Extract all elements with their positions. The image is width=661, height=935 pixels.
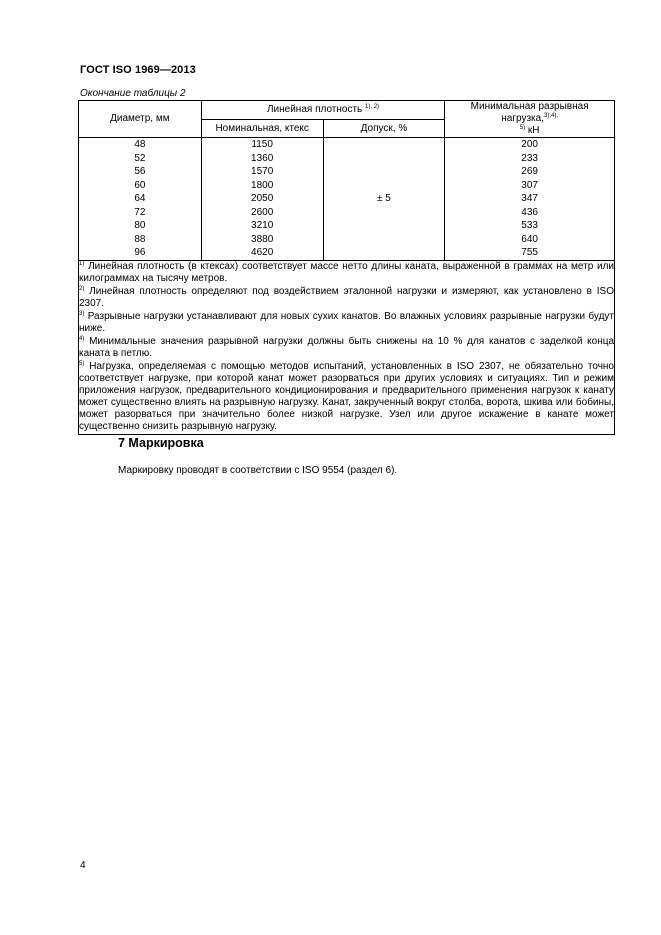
header-unit: кН	[527, 125, 540, 136]
load-cell: 233	[521, 152, 538, 164]
diameter-cell: 48	[134, 139, 146, 150]
nominal-cell: 3880	[251, 233, 274, 245]
header-unit-ref: 5)	[519, 125, 526, 131]
table-note	[79, 311, 614, 335]
load-cell: 436	[521, 206, 538, 218]
note-mark: 4)	[79, 335, 85, 342]
diameter-column	[79, 138, 202, 261]
header-tolerance: Допуск, %	[323, 120, 445, 138]
header-nominal: Номинальная, ктекс	[201, 120, 323, 138]
note-text: Линейная плотность (в ктексах) соответствует массе нетто длины каната, выраженной в граммах на метр или килограммах на тысячу метров.	[79, 260, 615, 284]
note-mark: 5)	[79, 360, 85, 367]
note-text: Минимальные значения разрывной нагрузки должны быть снижены на 10 % для канатов с заделкой конца каната в петлю.	[79, 335, 615, 359]
load-cell: 269	[521, 166, 538, 178]
load-cell: 533	[521, 220, 538, 232]
table-caption: Окончание таблицы 2	[80, 88, 186, 99]
page-number: 4	[80, 860, 86, 871]
header-diameter: Диаметр, мм	[79, 101, 202, 138]
diameter-cell: 72	[134, 206, 146, 218]
tolerance-cell: ± 5	[323, 138, 445, 261]
diameter-cell: 60	[134, 179, 146, 191]
load-cell: 307	[521, 179, 538, 191]
nominal-cell: 1570	[251, 166, 274, 178]
nominal-cell: 1150	[251, 139, 273, 150]
nominal-cell: 3210	[251, 220, 274, 232]
load-cell: 640	[521, 233, 538, 245]
nominal-cell: 2050	[251, 193, 274, 205]
header-min-break-load-refs: 3),4),	[543, 113, 558, 119]
table-note	[79, 336, 614, 360]
header-min-break-load-label: Минимальная разрывная нагрузка,	[470, 101, 589, 124]
note-mark: 1)	[79, 260, 85, 267]
diameter-cell: 96	[134, 247, 146, 259]
load-cell: 200	[521, 139, 538, 150]
section-text: Маркировку проводят в соответствии с ISO 9554 (раздел 6).	[118, 465, 398, 476]
nominal-cell: 4620	[251, 247, 274, 259]
nominal-cell: 1800	[251, 179, 274, 191]
nominal-cell: 1360	[251, 152, 274, 164]
table-note	[79, 286, 614, 310]
header-linear-density	[201, 101, 445, 120]
section-title: 7 Маркировка	[118, 436, 204, 450]
note-mark: 2)	[79, 285, 85, 292]
nominal-cell: 2600	[251, 206, 274, 218]
load-cell: 755	[521, 247, 538, 259]
table-note	[79, 261, 614, 285]
diameter-cell: 88	[134, 233, 146, 245]
table-note	[79, 361, 614, 433]
diameter-cell: 64	[134, 193, 146, 205]
load-cell: 347	[521, 193, 538, 205]
note-mark: 3)	[79, 310, 85, 317]
diameter-cell: 56	[134, 166, 146, 178]
header-min-break-load	[445, 101, 615, 138]
table-notes	[79, 260, 615, 434]
header-linear-density-refs: 1), 2)	[365, 104, 380, 111]
nominal-column	[201, 138, 323, 261]
diameter-cell: 80	[134, 220, 146, 232]
load-column	[445, 138, 615, 261]
note-text: Линейная плотность определяют под воздействием эталонной нагрузки и измеряют, как установлено в ISO 2307.	[79, 285, 615, 309]
header-linear-density-label: Линейная плотность	[266, 104, 363, 116]
note-text: Разрывные нагрузки устанавливают для новых сухих канатов. Во влажных условиях разрывные нагрузки будут ниже.	[79, 310, 614, 334]
document-header: ГОСТ ISO 1969—2013	[80, 64, 196, 76]
diameter-cell: 52	[134, 152, 146, 164]
note-text: Нагрузка, определяемая с помощью методов испытаний, установленных в ISO 2307, не обязательно точно соответствует нагрузке, при которой канат может разорваться при других условиях и ситуациях. Тип и режим приложения нагрузок, предварительного кондиционирования и предварительного применения нагрузок к канату может существенно влиять на разрывную нагрузку. Канат, закрученный вокруг столба, ворота, шкива или бобины, может разорваться при значительно более низкой нагрузке. Узел или другое искажение в канате может существенно снизить разрывную нагрузку.	[79, 360, 614, 432]
data-table	[78, 100, 615, 435]
